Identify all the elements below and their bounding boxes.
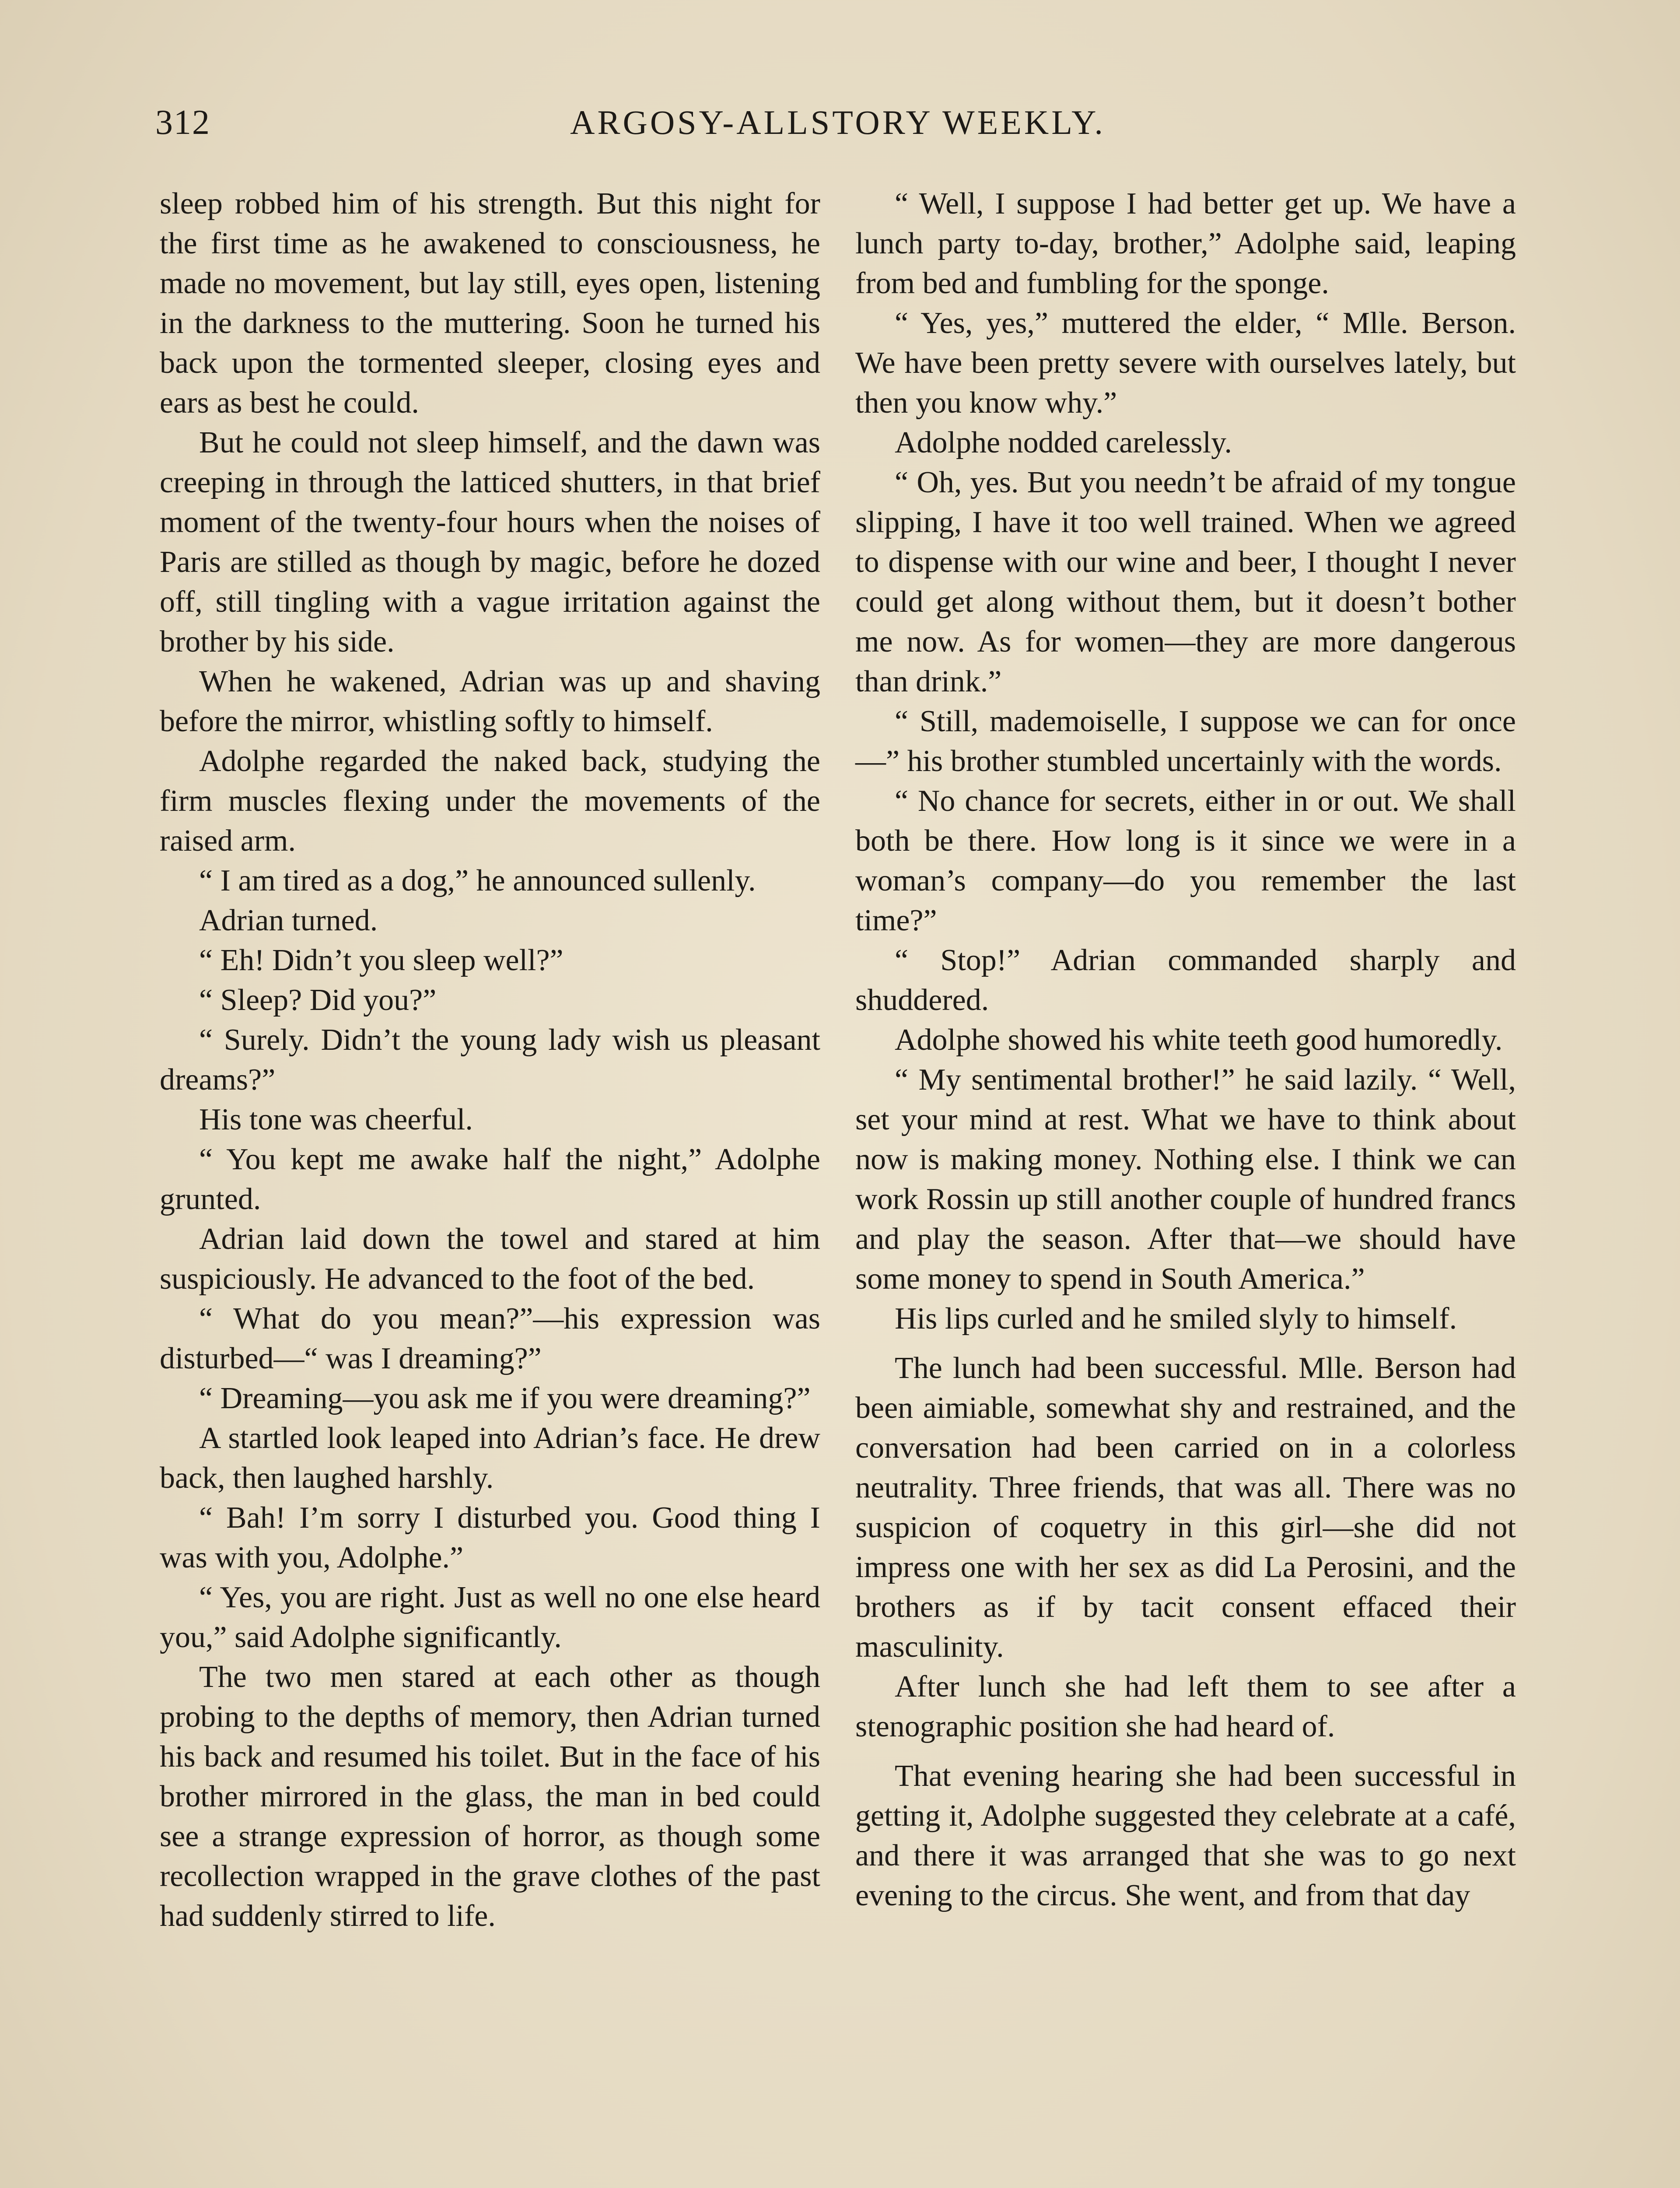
paragraph: A startled look leaped into Adrian’s face. He drew back, then laughed harshly. [160, 1421, 820, 1495]
page-number: 312 [155, 103, 210, 142]
paragraph: The two men stared at each other as though probing to the depths of memory, then Adrian turned his back and resumed his toilet. But in the face of his brother mirrored in the glass, the man in bed could see a strange expression of horror, as though some recollection wrapped in the grave clothes of the past had suddenly stirred to life. [160, 1660, 820, 1933]
paragraph: “ I am tired as a dog,” he announced sullenly. [199, 864, 756, 898]
paragraph: “ What do you mean?”—his expression was disturbed—“ was I dreaming?” [160, 1302, 820, 1375]
paragraph: Adrian laid down the towel and stared at him suspiciously. He advanced to the foot of the bed. [160, 1222, 820, 1296]
paragraph: sleep robbed him of his strength. But this night for the first time as he awakened to consciousness, he made no movement, but lay still, eyes open, listening in the darkness to the muttering. Soon he turned his back upon the tormented sleeper, closing eyes and ears as best he could. [160, 187, 820, 420]
paragraph: When he wakened, Adrian was up and shaving before the mirror, whistling softly to himself. [160, 665, 820, 738]
paragraph: Adrian turned. [199, 904, 378, 937]
paragraph: After lunch she had left them to see after a stenographic position she had heard of. [855, 1670, 1516, 1743]
paragraph: “ Still, mademoiselle, I suppose we can for once—” his brother stumbled uncertainly with the words. [855, 705, 1516, 778]
paragraph: “ No chance for secrets, either in or out. We shall both be there. How long is it since we were in a woman’s company—do you remember the last time?” [855, 784, 1516, 937]
paragraph: “ Surely. Didn’t the young lady wish us pleasant dreams?” [160, 1023, 820, 1097]
paragraph: “ Bah! I’m sorry I disturbed you. Good thing I was with you, Adolphe.” [160, 1501, 820, 1574]
paragraph: “ My sentimental brother!” he said lazily. “ Well, set your mind at rest. What we have to think about now is making money. Nothing else. I think we can work Rossin up still another couple of hundred francs and play the season. After that—we should have some money to spend in South America.” [855, 1063, 1516, 1296]
running-head: ARGOSY-ALLSTORY WEEKLY. [570, 103, 1106, 141]
paragraph: “ Stop!” Adrian commanded sharply and shuddered. [855, 943, 1516, 1017]
paragraph: That evening hearing she had been successful in getting it, Adolphe suggested they celebrate at a café, and there it was arranged that she was to go next evening to the circus. She went, and from that day [855, 1759, 1516, 1912]
paragraph: But he could not sleep himself, and the dawn was creeping in through the latticed shutters, in that brief moment of the twenty-four hours when the noises of Paris are stilled as though by magic, before he dozed off, still tingling with a vague irritation against the brother by his side. [160, 426, 820, 659]
paragraph: “ Yes, you are right. Just as well no one else heard you,” said Adolphe significantly. [160, 1581, 820, 1654]
paragraph: “ Yes, yes,” muttered the elder, “ Mlle. Berson. We have been pretty severe with ourselves lately, but then you know why.” [855, 306, 1516, 420]
left-column [160, 184, 820, 1936]
paragraph: “ Eh! Didn’t you sleep well?” [199, 943, 564, 977]
right-column [855, 184, 1516, 1915]
paragraph: His tone was cheerful. [199, 1103, 473, 1136]
paragraph: “ You kept me awake half the night,” Adolphe grunted. [160, 1143, 820, 1216]
paragraph: “ Oh, yes. But you needn’t be afraid of my tongue slipping, I have it too well trained. When we agreed to dispense with our wine and beer, I thought I never could get along without them, but it doesn’t bother me now. As for women—they are more dangerous than drink.” [855, 466, 1516, 698]
paragraph: Adolphe showed his white teeth good humoredly. [895, 1023, 1503, 1057]
page-header [155, 103, 1520, 155]
paragraph: Adolphe regarded the naked back, studying the firm muscles flexing under the movements of the raised arm. [160, 744, 820, 858]
paragraph: His lips curled and he smiled slyly to himself. [895, 1302, 1457, 1336]
paragraph: The lunch had been successful. Mlle. Berson had been aimiable, somewhat shy and restrained, and the conversation had been carried on in a colorless neutrality. Three friends, that was all. There was no suspicion of coquetry in this girl—she did not impress one with her sex as did La Perosini, and the brothers as if by tacit consent effaced their masculinity. [855, 1351, 1516, 1664]
paragraph: “ Sleep? Did you?” [199, 983, 437, 1017]
paragraph: “ Dreaming—you ask me if you were dreaming?” [199, 1382, 811, 1415]
paragraph: “ Well, I suppose I had better get up. We have a lunch party to-day, brother,” Adolphe said, leaping from bed and fumbling for the sponge. [855, 187, 1516, 300]
paragraph: Adolphe nodded carelessly. [895, 426, 1232, 459]
